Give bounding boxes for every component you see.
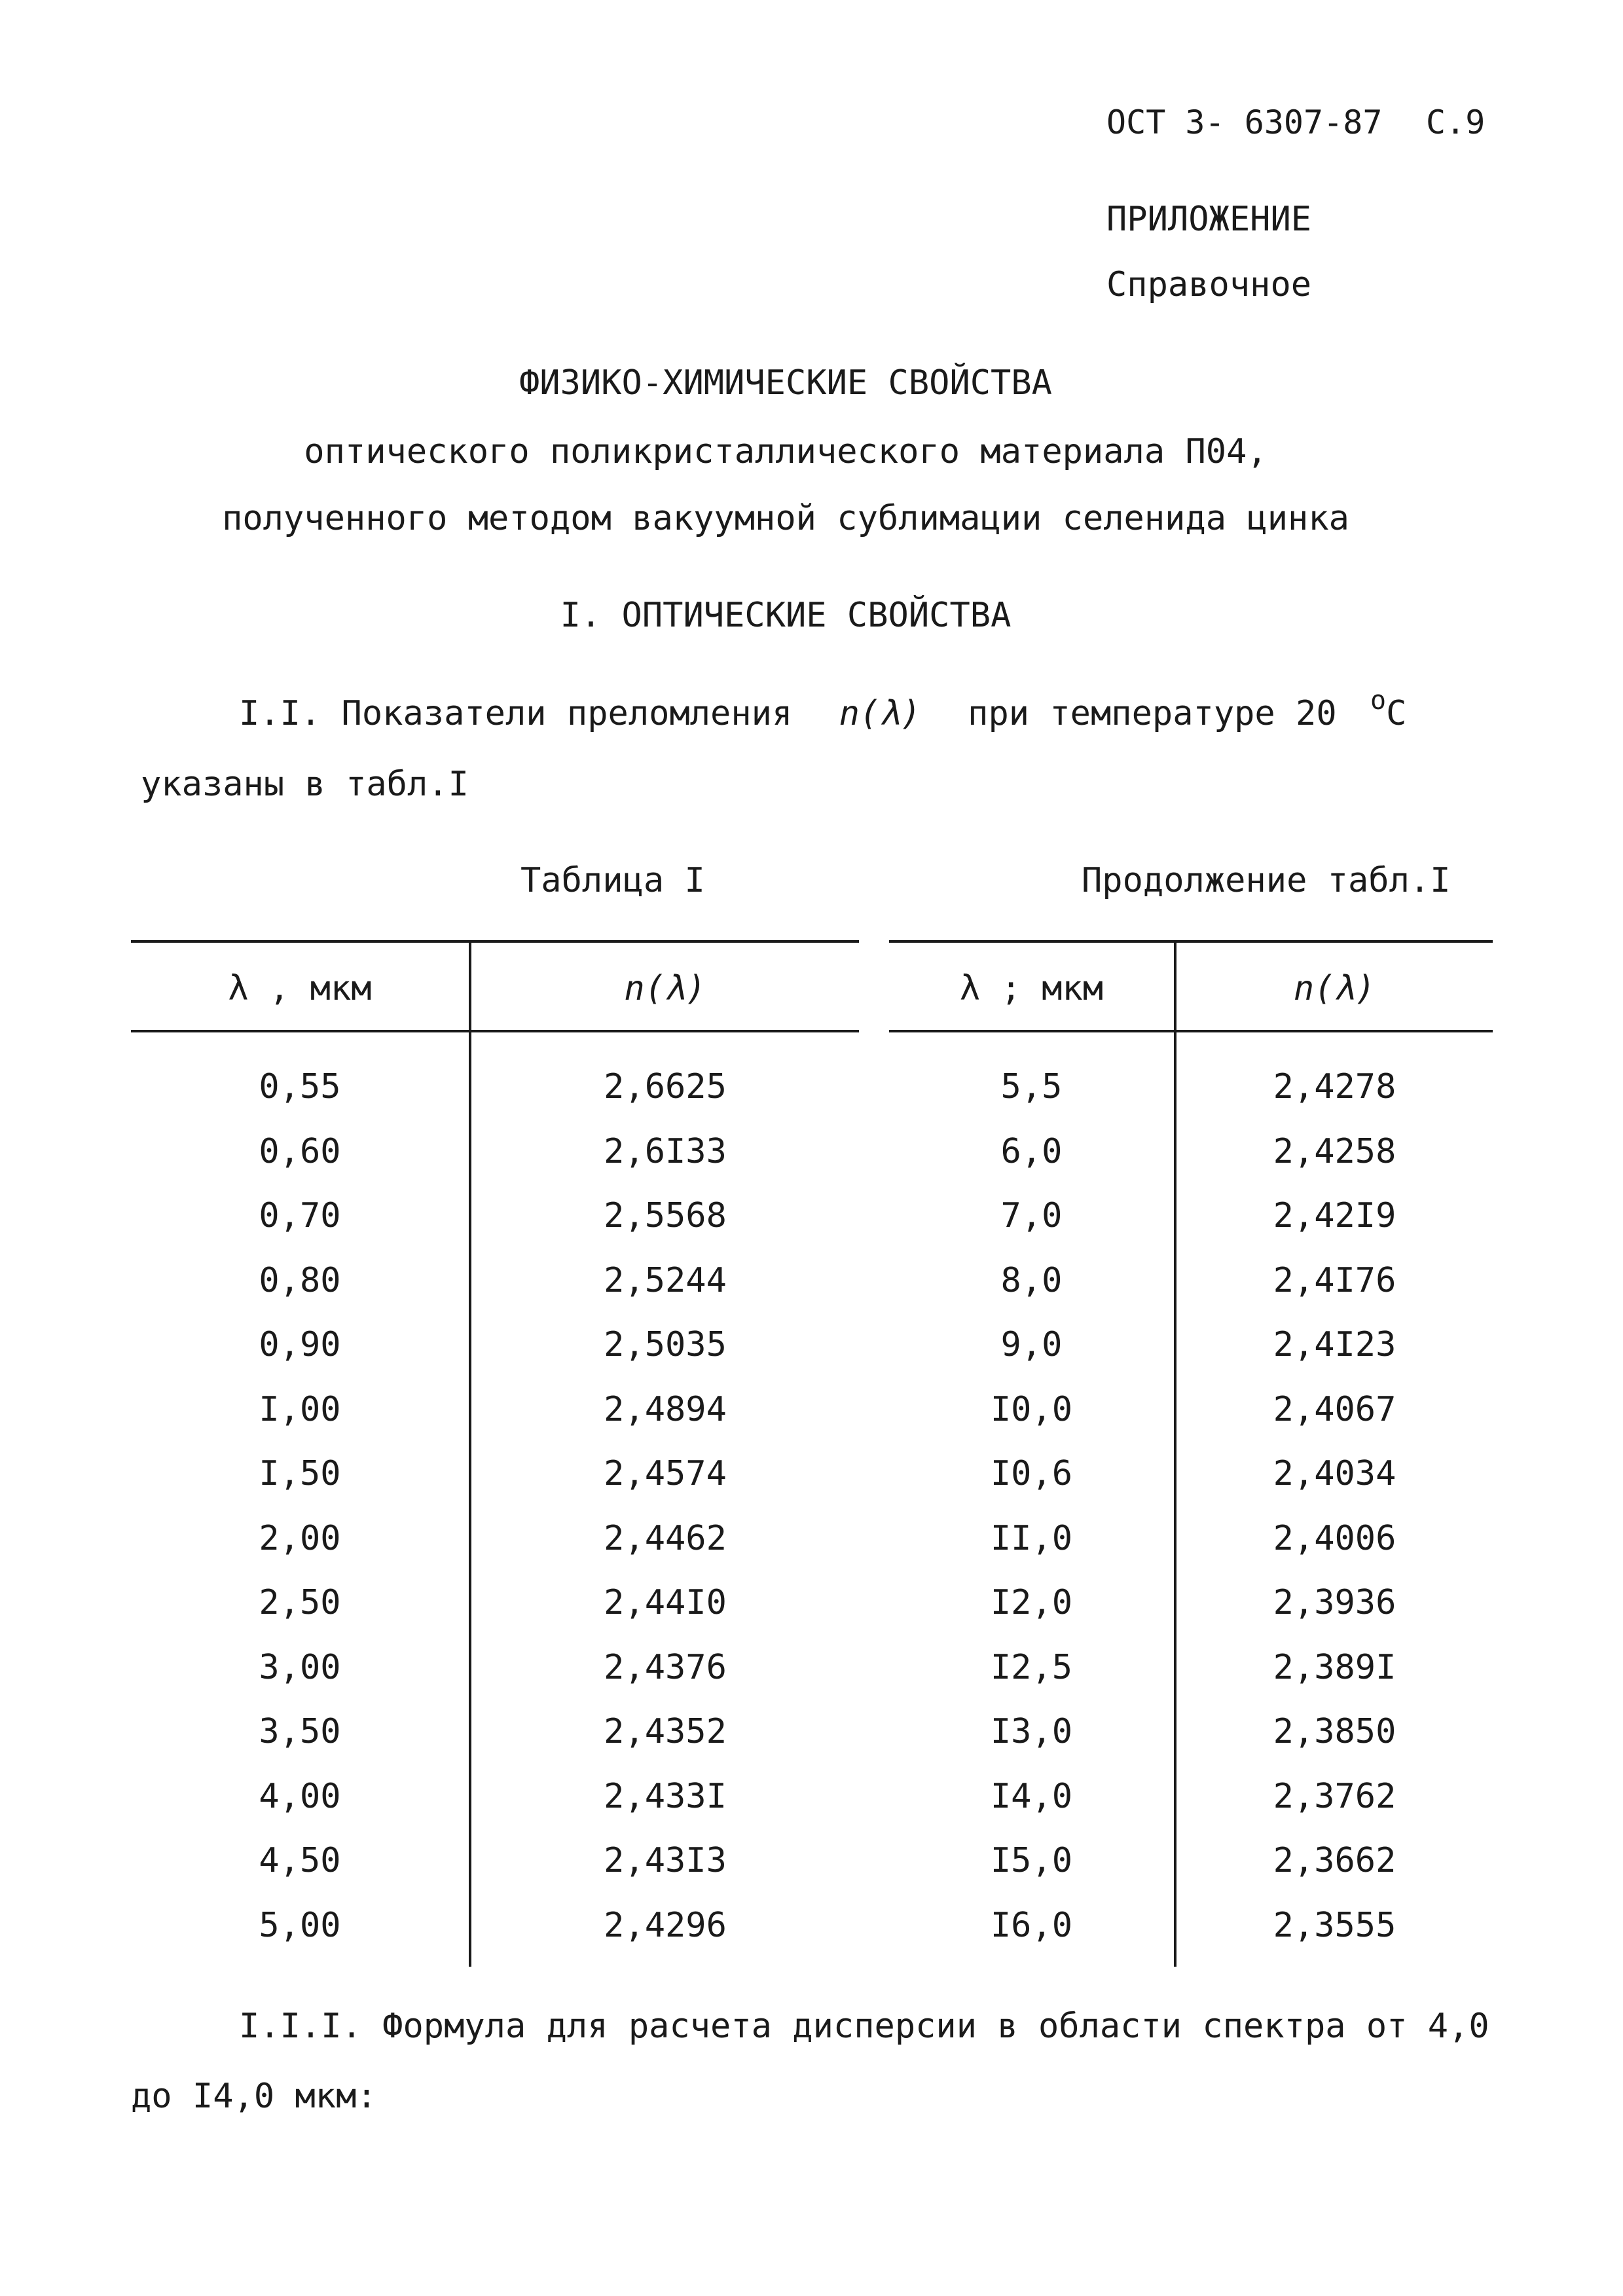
cell-refractive-index: 2,4067 [1273,1390,1396,1429]
cell-refractive-index: 2,4258 [1273,1132,1396,1171]
cell-wavelength: I0,6 [990,1454,1073,1493]
cell-wavelength: I3,0 [990,1712,1073,1751]
cell-wavelength: I,00 [259,1390,341,1429]
cell-wavelength: I5,0 [990,1841,1073,1880]
degree-sign: o [1370,685,1387,716]
paragraph-text-b: при температуре 20 [968,694,1337,733]
cell-refractive-index: 2,433I [604,1777,727,1816]
paragraph-text-a: I.I. Показатели преломления [239,694,793,733]
cell-wavelength: I6,0 [990,1906,1073,1945]
table-left-header-rule [131,1030,859,1032]
cell-refractive-index: 2,389I [1273,1648,1396,1687]
cell-refractive-index: 2,4894 [604,1390,727,1429]
cell-wavelength: 0,55 [259,1067,341,1106]
table-left-top-rule [131,940,859,943]
cell-refractive-index: 2,3662 [1273,1841,1396,1880]
cell-wavelength: 0,70 [259,1196,341,1235]
cell-refractive-index: 2,5244 [604,1261,727,1300]
table-caption-left: Таблица I [520,861,705,900]
table-caption-right: Продолжение табл.I [1082,861,1451,900]
cell-wavelength: 3,50 [259,1712,341,1751]
title-line-1: ФИЗИКО-ХИМИЧЕСКИЕ СВОЙСТВА [519,363,1052,403]
cell-wavelength: 4,50 [259,1841,341,1880]
appendix-type: Справочное [1106,265,1312,304]
cell-refractive-index: 2,4I76 [1273,1261,1396,1300]
page-number: С.9 [1426,103,1486,141]
cell-refractive-index: 2,3850 [1273,1712,1396,1751]
cell-refractive-index: 2,3762 [1273,1777,1396,1816]
cell-wavelength: 5,00 [259,1906,341,1945]
table-right-header-rule [889,1030,1493,1032]
cell-wavelength: I2,5 [990,1648,1073,1687]
cell-refractive-index: 2,5035 [604,1325,727,1364]
temperature-unit: C [1386,694,1407,733]
cell-wavelength: I,50 [259,1454,341,1493]
cell-wavelength: 0,60 [259,1132,341,1171]
cell-refractive-index: 2,6625 [604,1067,727,1106]
cell-wavelength: 0,90 [259,1325,341,1364]
cell-wavelength: 6,0 [1000,1132,1063,1171]
table-left-header-wavelength: λ , мкм [228,969,372,1008]
cell-wavelength: 5,5 [1000,1067,1063,1106]
cell-wavelength: I2,0 [990,1583,1073,1622]
formula-paragraph-line-2: до I4,0 мкм: [131,2077,377,2116]
cell-refractive-index: 2,44I0 [604,1583,727,1622]
title-line-2: оптического поликристаллического материала П04, [304,432,1267,471]
cell-wavelength: 7,0 [1000,1196,1063,1235]
formula-paragraph-line-1: I.I.I. Формула для расчета дисперсии в области спектра от 4,0 [239,2007,1489,2046]
cell-refractive-index: 2,42I9 [1273,1196,1396,1235]
cell-refractive-index: 2,4I23 [1273,1325,1396,1364]
cell-wavelength: II,0 [990,1519,1073,1558]
refractive-index-symbol: n(λ) [839,694,921,733]
title-line-3: полученного методом вакуумной сублимации селенида цинка [222,499,1349,538]
cell-refractive-index: 2,4034 [1273,1454,1396,1493]
table-right-top-rule [889,940,1493,943]
cell-wavelength: 4,00 [259,1777,341,1816]
cell-wavelength: 2,00 [259,1519,341,1558]
appendix-label: ПРИЛОЖЕНИЕ [1106,200,1312,239]
cell-wavelength: 2,50 [259,1583,341,1622]
cell-refractive-index: 2,3555 [1273,1906,1396,1945]
cell-refractive-index: 2,4574 [604,1454,727,1493]
cell-wavelength: I4,0 [990,1777,1073,1816]
cell-wavelength: I0,0 [990,1390,1073,1429]
cell-wavelength: 3,00 [259,1648,341,1687]
cell-refractive-index: 2,4296 [604,1906,727,1945]
table-right-header-wavelength: λ ; мкм [959,969,1104,1008]
cell-wavelength: 0,80 [259,1261,341,1300]
cell-wavelength: 8,0 [1000,1261,1063,1300]
cell-refractive-index: 2,4352 [604,1712,727,1751]
table-left-header-index: n(λ) [624,969,706,1008]
cell-refractive-index: 2,6I33 [604,1132,727,1171]
paragraph-line-2: указаны в табл.I [141,765,469,804]
cell-refractive-index: 2,3936 [1273,1583,1396,1622]
cell-refractive-index: 2,4376 [604,1648,727,1687]
cell-wavelength: 9,0 [1000,1325,1063,1364]
cell-refractive-index: 2,43I3 [604,1841,727,1880]
document-reference: ОСТ 3- 6307-87 [1106,103,1383,141]
section-heading: I. ОПТИЧЕСКИЕ СВОЙСТВА [560,596,1012,635]
cell-refractive-index: 2,4278 [1273,1067,1396,1106]
section-paragraph [239,685,1407,733]
cell-refractive-index: 2,4006 [1273,1519,1396,1558]
table-right-header-index: n(λ) [1293,969,1376,1008]
cell-refractive-index: 2,4462 [604,1519,727,1558]
cell-refractive-index: 2,5568 [604,1196,727,1235]
